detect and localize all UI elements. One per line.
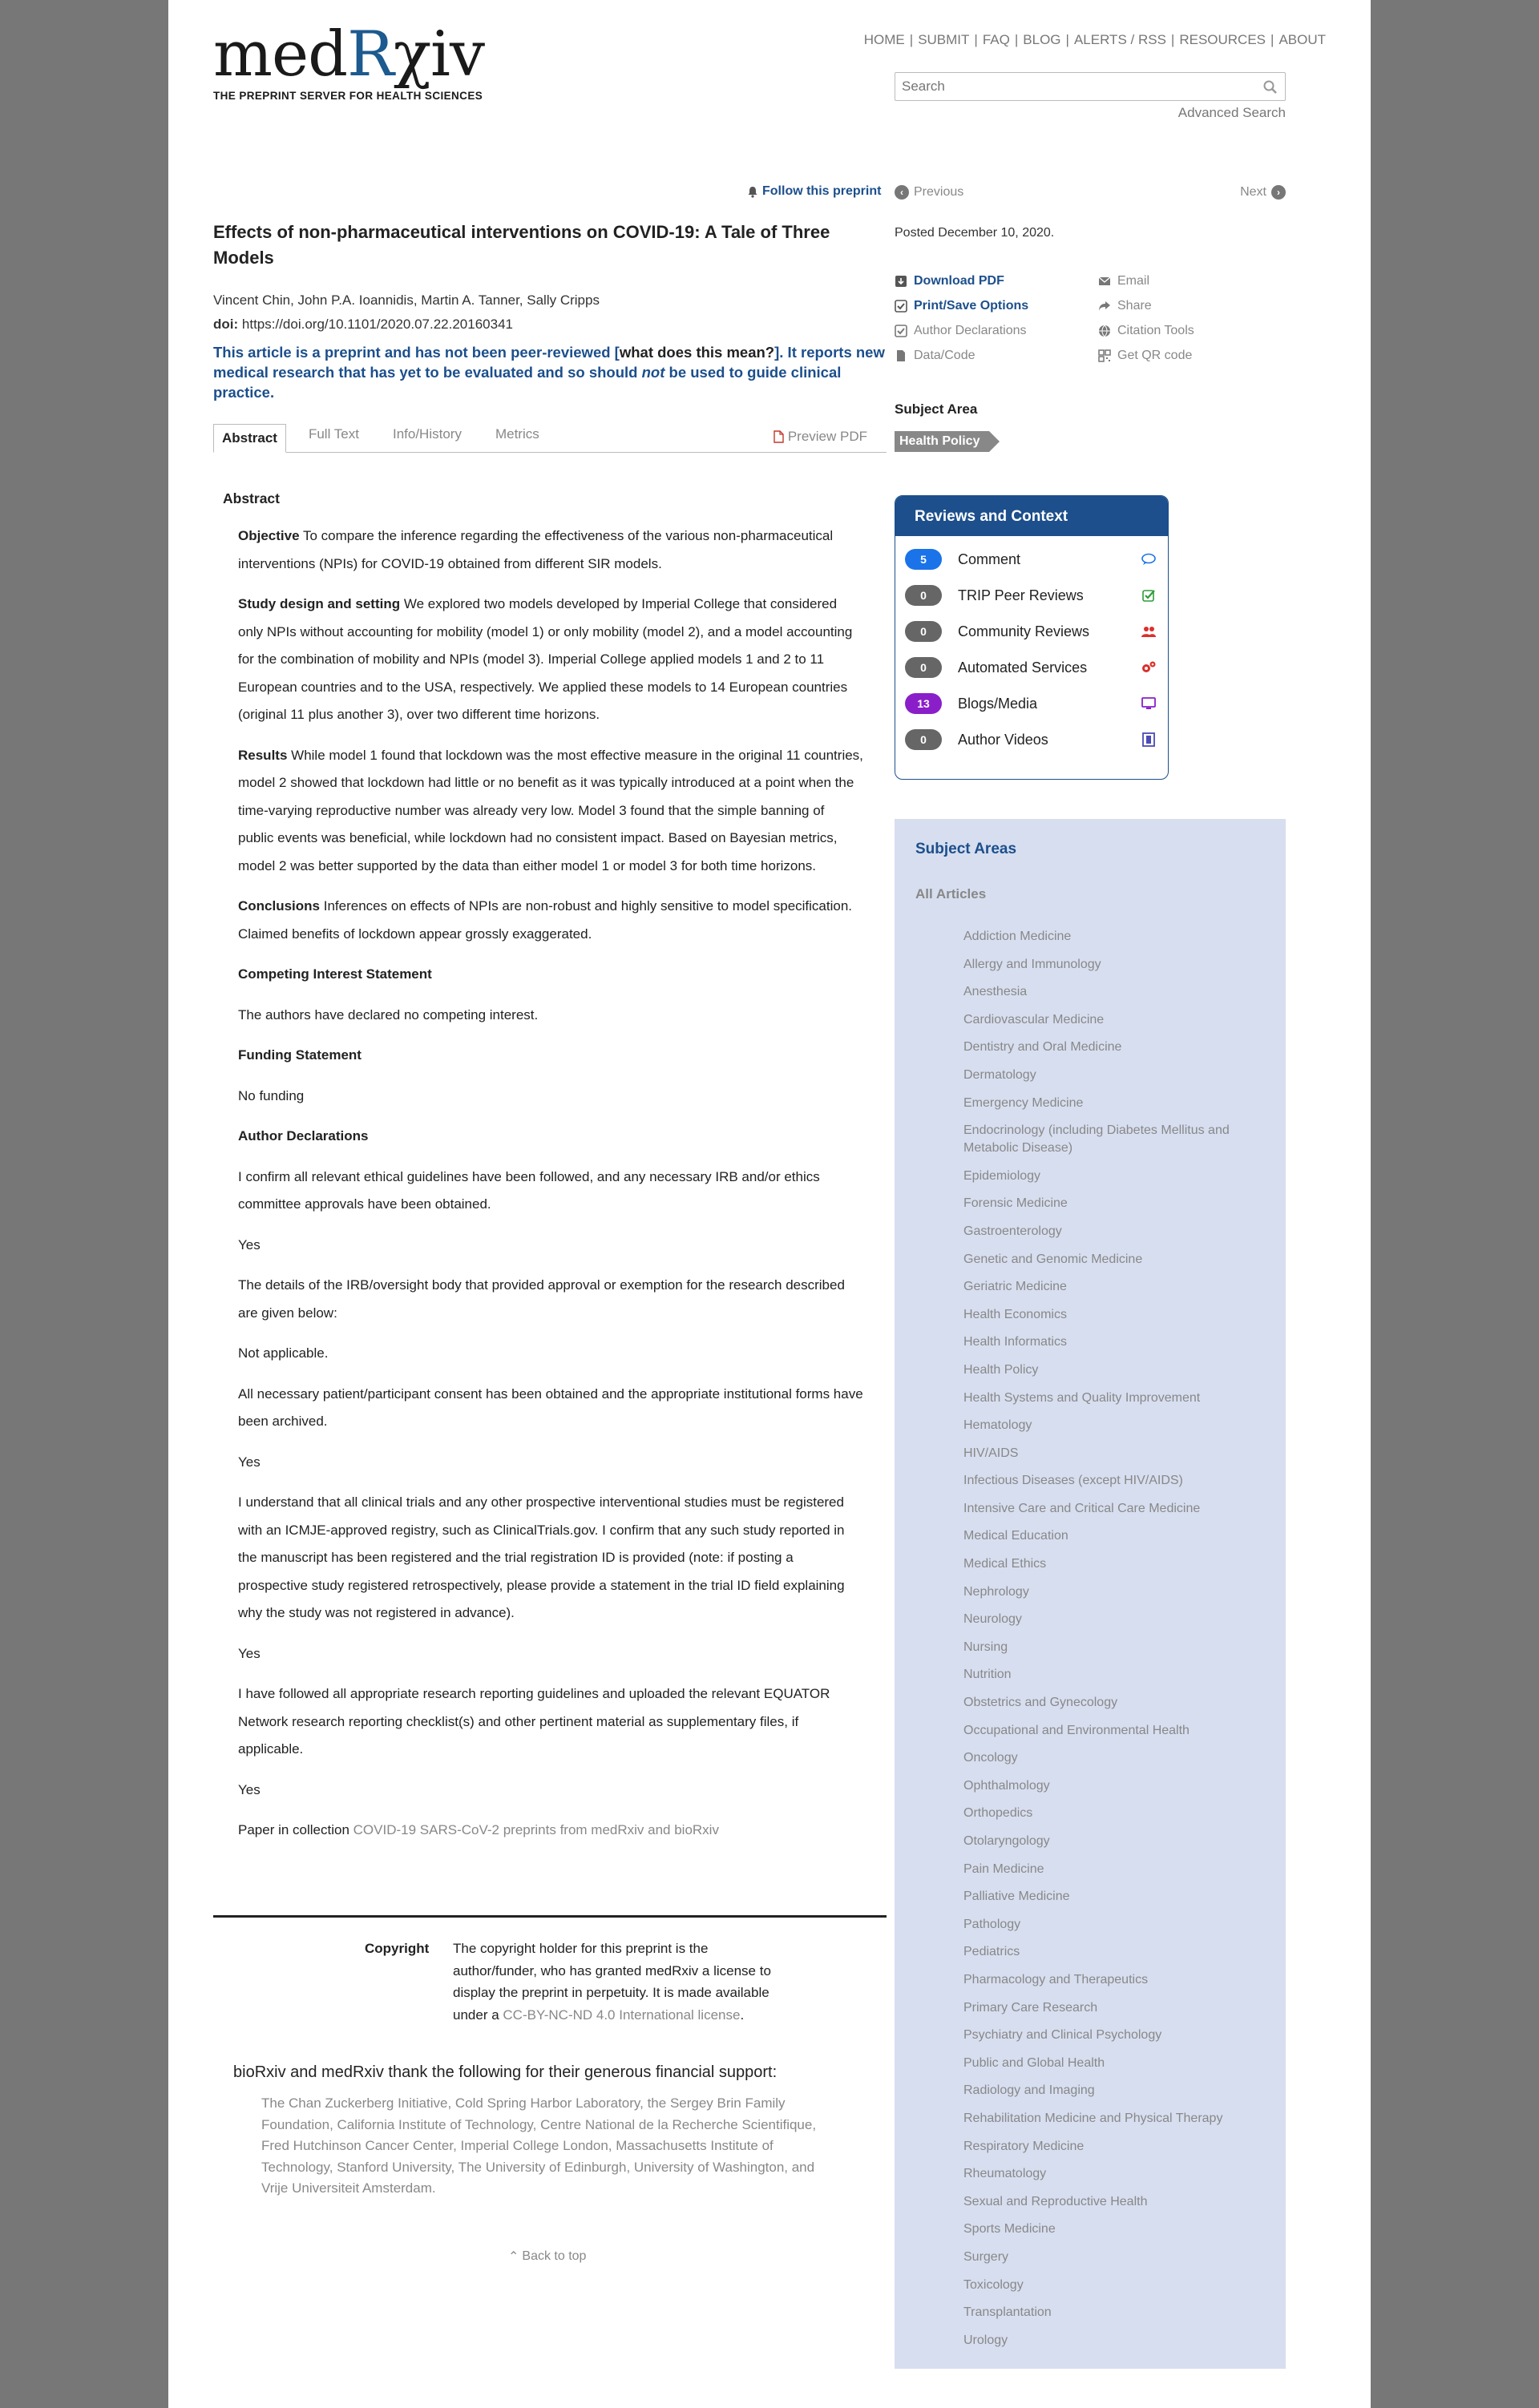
declaration-text: I understand that all clinical trials and any other prospective interventional studies must be registered with an ICMJE-approved registry, such as ClinicalTrials.gov. I confirm that any such study reported in the manuscript has been registered and the trial registration ID is provided (note: if posting a prospective study registered retrospectively, please provide a statement in the trial ID field explaining why the study was not registered in advance). xyxy=(238,1494,845,1620)
author-declarations-link[interactable]: Author Declarations xyxy=(895,324,1027,338)
count-badge: 0 xyxy=(905,621,942,642)
support-heading: bioRxiv and medRxiv thank the following for their generous financial support: xyxy=(233,2063,778,2081)
review-row-comment[interactable]: 5 Comment xyxy=(905,548,1160,571)
nav-about[interactable]: ABOUT xyxy=(1278,32,1326,47)
back-to-top-link[interactable] xyxy=(508,2249,586,2265)
abstract-heading: Abstract xyxy=(223,490,280,506)
previous-label: Previous xyxy=(914,185,964,199)
search-input[interactable] xyxy=(895,73,1285,100)
tab-full-text[interactable]: Full Text xyxy=(308,426,359,442)
subject-area-link[interactable]: Rehabilitation Medicine and Physical Therapy xyxy=(963,2111,1223,2125)
tab-info-history[interactable]: Info/History xyxy=(392,426,462,442)
subject-area-link[interactable]: Respiratory Medicine xyxy=(963,2139,1085,2153)
advanced-search-link[interactable]: Advanced Search xyxy=(1177,105,1286,120)
pdf-file-icon xyxy=(774,430,784,443)
film-icon xyxy=(1141,732,1157,747)
objective-paragraph: Objective To compare the inference regarding the effectiveness of the various non-pharmaceutical interventions (NPIs) for COVID-19 obtained from different SIR models. xyxy=(238,528,834,571)
results-paragraph: Results While model 1 found that lockdown was the most effective measure in the original 11 countries, model 2 showed that lockdown had little or no benefit as it was typically introduced at a point when the time-varying reproductive number was already very low. Model 3 found that the simple banning of public events was beneficial, while lockdown had no consistent impact. Based on Bayesian metrics, model 2 was better supported by the data than either model 1 or model 3 for both time horizons. xyxy=(238,747,863,873)
copyright-label: Copyright xyxy=(365,1941,430,1956)
logo-wordmark: medRχiv xyxy=(213,18,485,91)
data-code-link[interactable]: Data/Code xyxy=(895,349,976,363)
bell-icon xyxy=(747,186,758,198)
declaration-text: All necessary patient/participant consent has been obtained and the appropriate institutional forms have been archived. xyxy=(238,1386,863,1429)
citation-tools-link[interactable]: Citation Tools xyxy=(1098,324,1194,338)
subject-area-link[interactable]: Medical Education xyxy=(963,1529,1068,1543)
reviews-context-heading: Reviews and Context xyxy=(895,496,1168,536)
subject-area-link[interactable]: Nursing xyxy=(963,1640,1008,1654)
subject-area-link[interactable]: Dentistry and Oral Medicine xyxy=(963,1040,1122,1055)
print-save-options-link[interactable]: Print/Save Options xyxy=(895,299,1028,313)
review-row-automated[interactable]: 0 Automated Services xyxy=(905,656,1160,679)
subject-area-link[interactable]: Palliative Medicine xyxy=(963,1890,1070,1904)
subject-area-link[interactable]: Ophthalmology xyxy=(963,1778,1050,1793)
posted-date: Posted December 10, 2020. xyxy=(895,226,1055,240)
nav-blog[interactable]: BLOG xyxy=(1023,32,1061,47)
subject-tag[interactable]: Health Policy xyxy=(895,431,989,452)
search-box xyxy=(895,72,1286,101)
subject-area-link[interactable]: Neurology xyxy=(963,1612,1022,1627)
envelope-icon xyxy=(1098,275,1111,288)
declaration-text: I have followed all appropriate research reporting guidelines and uploaded the relevant EQUATOR Network research reporting checklist(s) and other pertinent material as supplementary files, if applicable. xyxy=(238,1686,830,1757)
download-pdf-link[interactable]: Download PDF xyxy=(895,274,1004,288)
author-declarations-heading: Author Declarations xyxy=(238,1128,369,1143)
subject-area-link[interactable]: Occupational and Environmental Health xyxy=(963,1723,1190,1737)
subject-area-link[interactable]: Pain Medicine xyxy=(963,1861,1044,1876)
subject-area-link[interactable]: Health Economics xyxy=(963,1307,1067,1321)
nav-faq[interactable]: FAQ xyxy=(982,32,1010,47)
declaration-answer: Yes xyxy=(238,1236,261,1252)
declaration-text: The details of the IRB/oversight body that provided approval or exemption for the research described are given below: xyxy=(238,1277,845,1321)
previous-link[interactable] xyxy=(895,185,963,200)
subject-area-link[interactable]: Orthopedics xyxy=(963,1806,1033,1821)
subject-area-link[interactable]: Medical Ethics xyxy=(963,1557,1047,1571)
subject-area-link[interactable]: Surgery xyxy=(963,2249,1009,2264)
chevron-left-icon: ‹ xyxy=(895,185,909,200)
subject-area-link[interactable]: Health Systems and Quality Improvement xyxy=(963,1390,1201,1405)
count-badge: 0 xyxy=(905,657,942,678)
section-divider xyxy=(213,1915,887,1918)
email-link[interactable]: Email xyxy=(1098,274,1149,288)
subject-areas-list xyxy=(963,928,1268,2359)
subject-area-link[interactable]: Addiction Medicine xyxy=(963,930,1072,943)
review-row-author-videos[interactable]: 0 Author Videos xyxy=(905,728,1160,751)
subject-area-link[interactable]: Nutrition xyxy=(963,1668,1012,1682)
subject-area-link[interactable]: Dermatology xyxy=(963,1067,1036,1082)
tab-abstract[interactable]: Abstract xyxy=(213,424,286,453)
share-link[interactable]: Share xyxy=(1098,299,1152,313)
copyright-block xyxy=(365,1938,774,2026)
subject-area-link[interactable]: Hematology xyxy=(963,1418,1032,1433)
chevron-right-icon: › xyxy=(1271,185,1286,200)
subject-areas-panel xyxy=(895,819,1286,2369)
top-nav: HOME | SUBMIT | FAQ | BLOG | ALERTS / RSS | RESOURCES | ABOUT xyxy=(863,32,1326,47)
subject-area-heading: Subject Area xyxy=(895,401,978,417)
subject-area-link[interactable]: Pediatrics xyxy=(963,1945,1020,1959)
gears-icon xyxy=(1141,660,1157,675)
subject-area-link[interactable]: Otolaryngology xyxy=(963,1834,1050,1848)
subject-area-link[interactable]: Emergency Medicine xyxy=(963,1095,1084,1110)
collection-line: Paper in collection COVID-19 SARS-CoV-2 preprints from medRxiv and bioRxiv xyxy=(238,1822,719,1837)
declaration-answer: Not applicable. xyxy=(238,1345,329,1361)
subject-area-link[interactable]: Geriatric Medicine xyxy=(963,1280,1067,1294)
declaration-answer: Yes xyxy=(238,1645,261,1661)
review-row-community[interactable]: 0 Community Reviews xyxy=(905,620,1160,643)
monitor-icon xyxy=(1141,696,1157,711)
globe-icon xyxy=(1098,325,1111,337)
subject-area-link[interactable]: Epidemiology xyxy=(963,1168,1041,1183)
checkmark-box-icon xyxy=(1141,588,1157,603)
subject-area-link[interactable]: Oncology xyxy=(963,1751,1018,1765)
qr-code-icon xyxy=(1098,349,1111,362)
speech-bubble-icon xyxy=(1141,552,1157,567)
competing-interest-text: The authors have declared no competing interest. xyxy=(238,1006,539,1022)
article-title: Effects of non-pharmaceutical interventions on COVID-19: A Tale of Three Models xyxy=(213,222,830,268)
nav-home[interactable]: HOME xyxy=(863,32,905,47)
checkbox-icon xyxy=(895,300,907,313)
file-icon xyxy=(895,349,907,362)
subject-area-link[interactable]: Obstetrics and Gynecology xyxy=(963,1696,1118,1710)
logo-tagline: THE PREPRINT SERVER FOR HEALTH SCIENCES xyxy=(213,90,483,102)
copyright-text: The copyright holder for this preprint is the author/funder, who has granted medRxiv a license to display the preprint in perpetuity. It is made available under a CC-BY-NC-ND 4.0 International license. xyxy=(453,1941,771,2023)
subject-area-link[interactable]: Transplantation xyxy=(963,2305,1052,2320)
preprint-warning: This article is a preprint and has not been peer-reviewed [what does this mean?]. It reports new medical research that has yet to be evaluated and so should not be used to guide clinical practice. xyxy=(213,344,885,401)
subject-area-link[interactable]: Toxicology xyxy=(963,2277,1024,2292)
declaration-answer: Yes xyxy=(238,1454,261,1470)
subject-area-link[interactable]: Health Informatics xyxy=(963,1335,1067,1349)
review-row-blogs-media[interactable]: 13 Blogs/Media xyxy=(905,692,1160,715)
preview-pdf-label: Preview PDF xyxy=(787,429,867,444)
follow-preprint-link[interactable] xyxy=(747,184,881,199)
abstract-body xyxy=(238,522,863,1857)
subject-area-link[interactable]: HIV/AIDS xyxy=(963,1446,1019,1460)
checkbox-icon xyxy=(895,325,907,337)
conclusions-paragraph: Conclusions Inferences on effects of NPIs are non-robust and highly sensitive to model specification. Claimed benefits of lockdown appear grossly exaggerated. xyxy=(238,898,853,942)
collection-link[interactable]: COVID-19 SARS-CoV-2 preprints from medRxiv and bioRxiv xyxy=(353,1822,719,1837)
preview-pdf-link[interactable] xyxy=(774,429,867,445)
subject-area-link[interactable]: Allergy and Immunology xyxy=(963,957,1101,971)
nav-alerts-rss[interactable]: ALERTS / RSS xyxy=(1073,32,1166,47)
download-icon xyxy=(895,275,907,288)
subject-area-link[interactable]: Public and Global Health xyxy=(963,2055,1105,2070)
funding-text: No funding xyxy=(238,1087,305,1103)
users-icon xyxy=(1141,624,1157,639)
article-tabs xyxy=(213,424,887,453)
subject-area-link[interactable]: Pathology xyxy=(963,1917,1021,1931)
next-link[interactable] xyxy=(1240,185,1286,200)
subject-area-link[interactable]: Sexual and Reproductive Health xyxy=(963,2194,1148,2208)
qr-code-link[interactable]: Get QR code xyxy=(1098,349,1192,363)
subject-area-link[interactable]: Sports Medicine xyxy=(963,2222,1056,2237)
chevron-up-icon: ⌃ xyxy=(508,2250,519,2264)
subject-area-link[interactable]: Gastroenterology xyxy=(963,1224,1062,1238)
subject-area-link[interactable]: Rheumatology xyxy=(963,2167,1047,2181)
all-articles-link[interactable]: All Articles xyxy=(915,886,987,901)
subject-area-link[interactable]: Nephrology xyxy=(963,1584,1029,1599)
nav-submit[interactable]: SUBMIT xyxy=(918,32,970,47)
subject-area-link[interactable]: Pharmacology and Therapeutics xyxy=(963,1972,1149,1986)
site-logo[interactable] xyxy=(213,18,485,102)
subject-area-link[interactable]: Endocrinology (including Diabetes Mellitus and Metabolic Disease) xyxy=(963,1123,1230,1156)
subject-area-link[interactable]: Primary Care Research xyxy=(963,2000,1098,2015)
subject-area-link[interactable]: Anesthesia xyxy=(963,985,1028,999)
search-icon[interactable] xyxy=(1262,79,1278,95)
subject-area-link[interactable]: Health Policy xyxy=(963,1362,1039,1377)
tab-metrics[interactable]: Metrics xyxy=(495,426,539,442)
subject-area-link[interactable]: Infectious Diseases (except HIV/AIDS) xyxy=(963,1474,1183,1488)
follow-label: Follow this preprint xyxy=(762,184,882,198)
count-badge: 5 xyxy=(905,549,942,570)
nav-resources[interactable]: RESOURCES xyxy=(1179,32,1266,47)
competing-interest-heading: Competing Interest Statement xyxy=(238,966,432,982)
subject-area-link[interactable]: Intensive Care and Critical Care Medicine xyxy=(963,1501,1201,1515)
subject-area-link[interactable]: Genetic and Genomic Medicine xyxy=(963,1252,1143,1266)
support-list: The Chan Zuckerberg Initiative, Cold Spring Harbor Laboratory, the Sergey Brin Family Foundation, California Institute of Technology, Centre National de la Recherche Scientifique, Fred Hutchinson Cancer Center, Imperial College London, Massachusetts Institute of Technology, Stanford University, The University of Edinburgh, University of Washington, and Vrije Universiteit Amsterdam. xyxy=(261,2095,817,2196)
what-does-this-mean-link[interactable]: what does this mean? xyxy=(619,344,775,361)
article-doi xyxy=(213,317,513,333)
doi-label: doi: xyxy=(213,317,239,332)
article-authors: Vincent Chin, John P.A. Ioannidis, Martin A. Tanner, Sally Cripps xyxy=(213,292,600,308)
count-badge: 0 xyxy=(905,585,942,606)
subject-areas-heading: Subject Areas xyxy=(915,841,1017,857)
subject-area-link[interactable]: Forensic Medicine xyxy=(963,1196,1068,1211)
share-icon xyxy=(1098,300,1111,313)
doi-link[interactable]: https://doi.org/10.1101/2020.07.22.20160341 xyxy=(241,317,513,332)
count-badge: 13 xyxy=(905,693,942,714)
declaration-answer: Yes xyxy=(238,1781,261,1797)
design-paragraph: Study design and setting We explored two models developed by Imperial College that considered only NPIs without accounting for mobility (model 1) or only mobility (model 2), and a model accounting for the combination of mobility and NPIs (model 3). Imperial College applied models 1 and 2 to 11 European countries and to the USA, respectively. We applied these models to 14 European countries (original 11 plus another 3), over two different time horizons. xyxy=(238,596,853,722)
count-badge: 0 xyxy=(905,729,942,750)
next-label: Next xyxy=(1240,185,1266,199)
funding-heading: Funding Statement xyxy=(238,1047,362,1063)
back-to-top-label: Back to top xyxy=(522,2249,587,2263)
license-link[interactable]: CC-BY-NC-ND 4.0 International license xyxy=(503,2007,741,2023)
subject-area-link[interactable]: Urology xyxy=(963,2333,1008,2347)
declaration-text: I confirm all relevant ethical guidelines have been followed, and any necessary IRB and/or ethics committee approvals have been obtained. xyxy=(238,1168,820,1212)
subject-area-link[interactable]: Cardiovascular Medicine xyxy=(963,1012,1105,1027)
subject-area-link[interactable]: Psychiatry and Clinical Psychology xyxy=(963,2028,1162,2043)
review-row-trip[interactable]: 0 TRIP Peer Reviews xyxy=(905,584,1160,607)
reviews-context-panel xyxy=(895,495,1169,780)
subject-area-link[interactable]: Radiology and Imaging xyxy=(963,2083,1095,2098)
page xyxy=(168,0,1371,2408)
